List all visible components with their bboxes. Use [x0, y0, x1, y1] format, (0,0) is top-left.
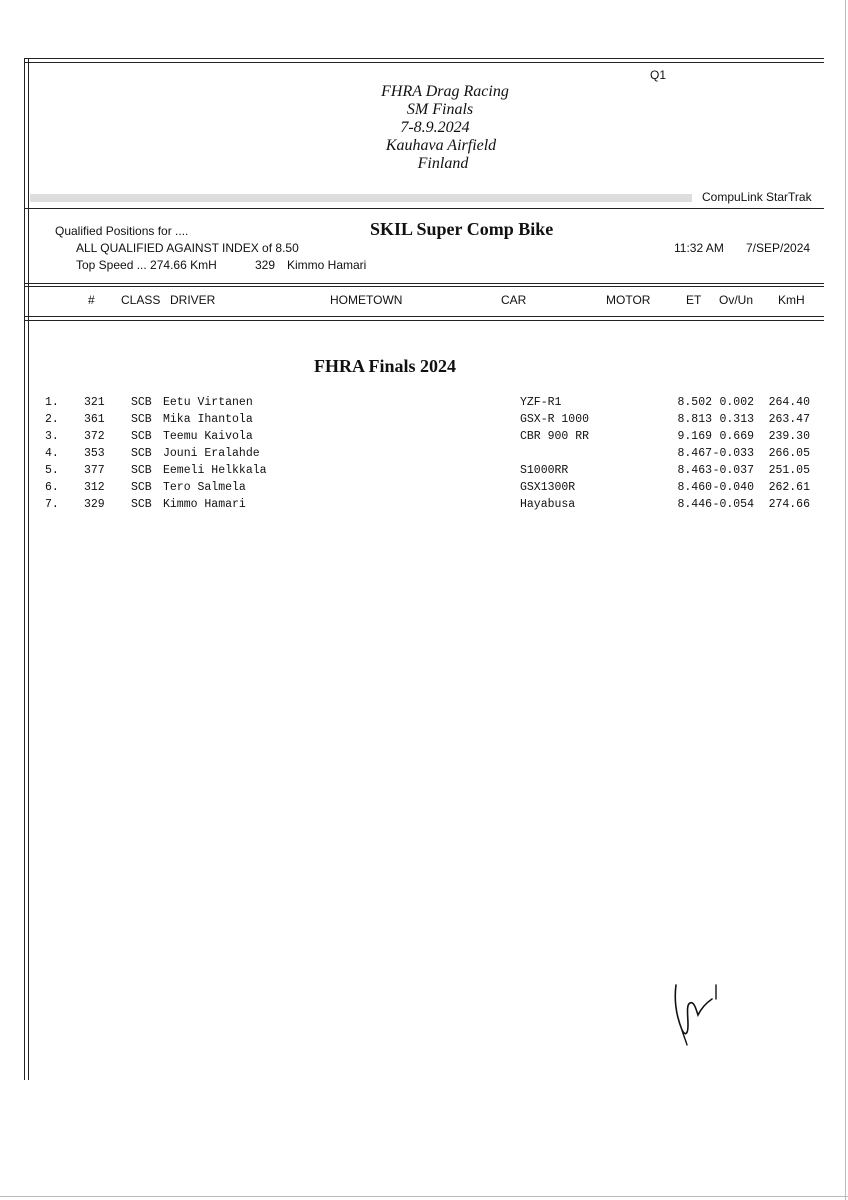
- cell-et: 8.502: [677, 396, 712, 409]
- event-line-4: Kauhava Airfield: [385, 137, 497, 154]
- cell-num: 361: [84, 413, 105, 426]
- cell-car: GSX1300R: [520, 481, 576, 494]
- cell-et: 8.463: [677, 464, 712, 477]
- report-date: 7/SEP/2024: [746, 241, 811, 255]
- event-line-5: Finland: [417, 155, 469, 172]
- col-header-car: CAR: [501, 293, 527, 307]
- cell-car: GSX-R 1000: [520, 413, 590, 426]
- cell-et: 8.446: [677, 498, 712, 511]
- top-speed-number: 329: [255, 258, 276, 272]
- col-header-class: CLASS: [121, 293, 161, 307]
- cell-class: SCB: [131, 396, 152, 409]
- dotted-separator: [30, 194, 692, 202]
- column-header-bottom-line: [24, 316, 824, 317]
- cell-pos: 1.: [45, 396, 59, 409]
- col-header-driver: DRIVER: [170, 293, 216, 307]
- cell-driver: Jouni Eralahde: [163, 447, 260, 460]
- frame-right-edge: [845, 0, 846, 1200]
- cell-kmh: 274.66: [768, 498, 810, 511]
- frame-left-line-inner: [28, 58, 29, 1080]
- cell-num: 377: [84, 464, 105, 477]
- col-header-et: ET: [686, 293, 702, 307]
- cell-kmh: 263.47: [768, 413, 810, 426]
- cell-et: 9.169: [677, 430, 712, 443]
- cell-driver: Mika Ihantola: [163, 413, 253, 426]
- cell-ovun: -0.054: [712, 498, 754, 511]
- col-header-kmh: KmH: [778, 293, 805, 307]
- cell-kmh: 239.30: [768, 430, 810, 443]
- event-line-2: SM Finals: [406, 101, 474, 118]
- cell-num: 321: [84, 396, 105, 409]
- cell-class: SCB: [131, 481, 152, 494]
- cell-kmh: 262.61: [768, 481, 810, 494]
- cell-car: YZF-R1: [520, 396, 562, 409]
- cell-class: SCB: [131, 498, 152, 511]
- table-row: [0, 481, 848, 498]
- signature: [668, 975, 728, 1055]
- col-header-ovun: Ov/Un: [719, 293, 754, 307]
- cell-ovun: -0.037: [712, 464, 754, 477]
- event-line-3: 7-8.9.2024: [400, 119, 470, 136]
- cell-ovun: 0.669: [719, 430, 754, 443]
- cell-ovun: 0.002: [719, 396, 754, 409]
- index-line: ALL QUALIFIED AGAINST INDEX of 8.50: [76, 241, 299, 255]
- cell-driver: Eetu Virtanen: [163, 396, 253, 409]
- table-row: [0, 396, 848, 413]
- cell-driver: Eemeli Helkkala: [163, 464, 267, 477]
- column-header-top-line: [24, 283, 824, 284]
- cell-ovun: -0.040: [712, 481, 754, 494]
- frame-top-line: [24, 58, 824, 59]
- frame-bottom-edge: [0, 1196, 848, 1197]
- cell-car: CBR 900 RR: [520, 430, 590, 443]
- separator-line: [24, 208, 824, 209]
- cell-num: 329: [84, 498, 105, 511]
- cell-ovun: 0.313: [719, 413, 754, 426]
- cell-pos: 3.: [45, 430, 59, 443]
- class-title: SKIL Super Comp Bike: [370, 219, 554, 239]
- system-name: CompuLink StarTrak: [702, 190, 812, 204]
- cell-et: 8.467: [677, 447, 712, 460]
- cell-car: Hayabusa: [520, 498, 576, 511]
- col-header-motor: MOTOR: [606, 293, 651, 307]
- table-row: [0, 447, 848, 464]
- qualified-positions-label: Qualified Positions for ....: [55, 224, 189, 238]
- cell-num: 353: [84, 447, 105, 460]
- table-row: [0, 413, 848, 430]
- event-line-1: FHRA Drag Racing: [381, 83, 509, 100]
- cell-class: SCB: [131, 447, 152, 460]
- event-title-block: [300, 83, 590, 173]
- top-speed-driver: Kimmo Hamari: [287, 258, 367, 272]
- cell-num: 372: [84, 430, 105, 443]
- frame-top-line-inner: [24, 62, 824, 63]
- table-row: [0, 464, 848, 481]
- cell-et: 8.460: [677, 481, 712, 494]
- section-title: FHRA Finals 2024: [314, 356, 457, 376]
- table-row: [0, 430, 848, 447]
- cell-pos: 2.: [45, 413, 59, 426]
- cell-class: SCB: [131, 464, 152, 477]
- cell-car: S1000RR: [520, 464, 569, 477]
- cell-kmh: 266.05: [768, 447, 810, 460]
- top-speed-label: Top Speed ... 274.66 KmH: [76, 258, 217, 272]
- cell-kmh: 264.40: [768, 396, 810, 409]
- cell-driver: Kimmo Hamari: [163, 498, 246, 511]
- cell-pos: 7.: [45, 498, 59, 511]
- frame-left-line: [24, 58, 25, 1080]
- cell-class: SCB: [131, 430, 152, 443]
- col-header-num: #: [88, 293, 95, 307]
- cell-et: 8.813: [677, 413, 712, 426]
- cell-pos: 4.: [45, 447, 59, 460]
- cell-pos: 6.: [45, 481, 59, 494]
- column-header-top-line-2: [24, 286, 824, 287]
- column-header-bottom-line-2: [24, 320, 824, 321]
- cell-driver: Tero Salmela: [163, 481, 246, 494]
- cell-driver: Teemu Kaivola: [163, 430, 253, 443]
- cell-ovun: -0.033: [712, 447, 754, 460]
- cell-class: SCB: [131, 413, 152, 426]
- cell-pos: 5.: [45, 464, 59, 477]
- col-header-hometown: HOMETOWN: [330, 293, 403, 307]
- session-label: Q1: [650, 68, 667, 82]
- cell-kmh: 251.05: [768, 464, 810, 477]
- table-row: [0, 498, 848, 515]
- report-time: 11:32 AM: [674, 241, 724, 255]
- cell-num: 312: [84, 481, 105, 494]
